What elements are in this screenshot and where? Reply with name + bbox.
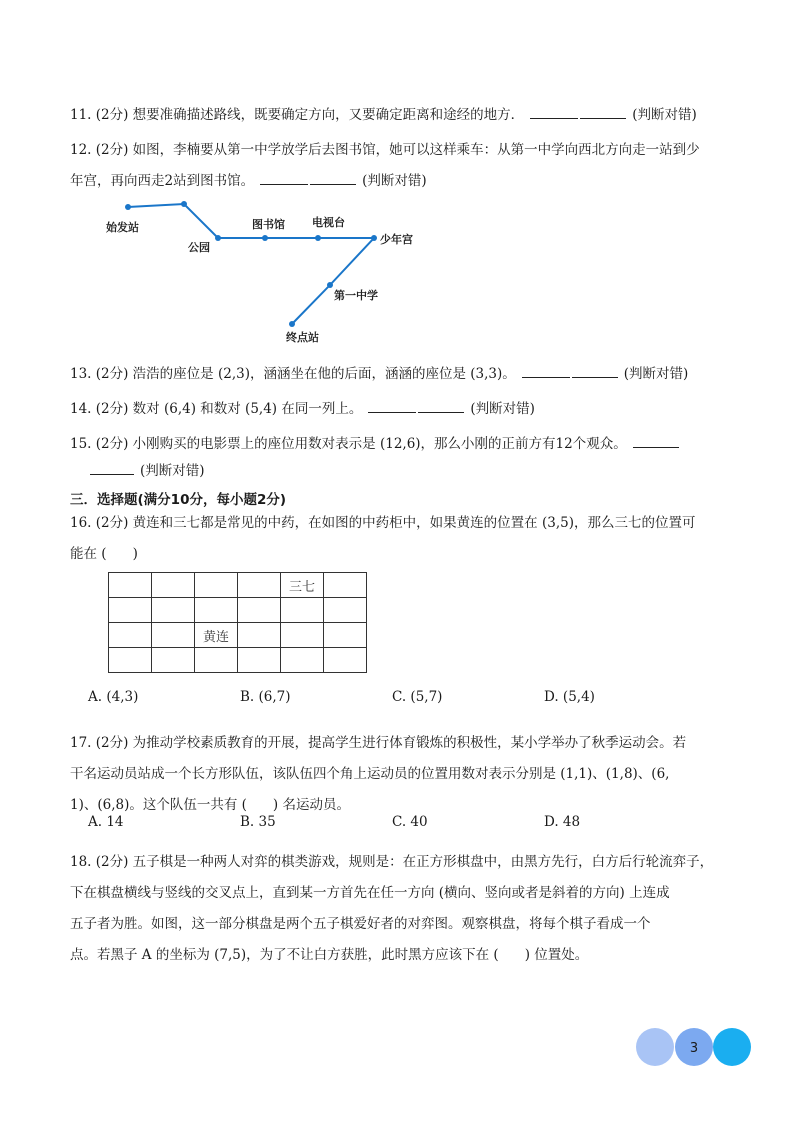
station-dot-bend bbox=[181, 201, 187, 207]
q16-line2-pre: 能在 ( bbox=[70, 546, 107, 562]
q17-option-d[interactable]: D. 48 bbox=[544, 814, 581, 830]
cabinet-cell bbox=[195, 598, 238, 623]
cabinet-cell bbox=[195, 648, 238, 673]
route-map bbox=[100, 196, 420, 346]
cabinet-cell bbox=[152, 623, 195, 648]
q18-line3: 五子者为胜。如图，这一部分棋盘是两个五子棋爱好者的对弈图。观察棋盘，将每个棋子看成一个 bbox=[70, 916, 651, 932]
q14-suffix: (判断对错) bbox=[470, 401, 535, 417]
cabinet-cell bbox=[324, 648, 367, 673]
cabinet-cell bbox=[238, 623, 281, 648]
station-label-youth-palace: 少年宫 bbox=[380, 233, 413, 246]
badge-circle-left bbox=[636, 1028, 674, 1066]
cabinet-cell bbox=[109, 598, 152, 623]
question-11 bbox=[70, 100, 730, 131]
station-dot-youth-palace bbox=[371, 235, 377, 241]
cabinet-cell bbox=[281, 598, 324, 623]
q11-answer-blank[interactable] bbox=[530, 104, 626, 119]
station-label-terminal: 终点站 bbox=[286, 331, 319, 344]
question-12 bbox=[70, 135, 730, 197]
cabinet-cell bbox=[152, 598, 195, 623]
q15-answer-blank-a[interactable] bbox=[633, 433, 679, 448]
q17-line3-post: ) 名运动员。 bbox=[272, 797, 350, 813]
q18-line4-pre: 点。若黑子 A 的坐标为 (7,5)，为了不让白方获胜，此时黑方应该下在 ( bbox=[70, 947, 499, 963]
q17-line1: 17. (2分) 为推动学校素质教育的开展，提高学生进行体育锻炼的积极性，某小学举办了秋季运动会。若 bbox=[70, 735, 687, 751]
cabinet-cell bbox=[324, 598, 367, 623]
page-number-badge bbox=[636, 1028, 752, 1066]
station-label-start: 始发站 bbox=[106, 221, 139, 234]
cabinet-cell bbox=[109, 623, 152, 648]
station-dot-start bbox=[125, 204, 131, 210]
page-number: 3 bbox=[689, 1041, 699, 1056]
cabinet-cell bbox=[238, 573, 281, 598]
question-15 bbox=[70, 429, 730, 487]
station-dot-library bbox=[262, 235, 268, 241]
cabinet-cell bbox=[324, 573, 367, 598]
cabinet-cell bbox=[152, 573, 195, 598]
q17-options bbox=[88, 814, 708, 830]
question-18 bbox=[70, 847, 730, 971]
q16-option-b[interactable]: B. (6,7) bbox=[240, 689, 291, 705]
q17-line3-pre: 1)、(6,8)。这个队伍一共有 ( bbox=[70, 797, 247, 813]
q16-line2-post: ) bbox=[132, 546, 138, 562]
badge-circle-right bbox=[713, 1028, 751, 1066]
q11-text: 11. (2分) 想要准确描述路线，既要确定方向，又要确定距离和途经的地方． bbox=[70, 107, 525, 123]
cabinet-cell bbox=[324, 623, 367, 648]
station-label-library: 图书馆 bbox=[252, 218, 285, 231]
q16-option-c[interactable]: C. (5,7) bbox=[392, 689, 443, 705]
station-dot-park bbox=[215, 235, 221, 241]
q17-option-c[interactable]: C. 40 bbox=[392, 814, 428, 830]
cabinet-cell bbox=[238, 648, 281, 673]
cabinet-cell-huanglian: 黄连 bbox=[195, 623, 238, 648]
q18-line2: 下在棋盘横线与竖线的交叉点上，直到某一方首先在任一方向 (横向、竖向或者是斜着的方向) 上连成 bbox=[70, 885, 670, 901]
station-dot-first-school bbox=[327, 282, 333, 288]
cabinet-cell bbox=[281, 623, 324, 648]
q12-line1: 12. (2分) 如图，李楠要从第一中学放学后去图书馆，她可以这样乘车：从第一中学向西北方向走一站到少 bbox=[70, 142, 700, 158]
medicine-cabinet-grid bbox=[108, 572, 367, 673]
q17-line2: 干名运动员站成一个长方形队伍，该队伍四个角上运动员的位置用数对表示分别是 (1,1)、(1,8)、(6, bbox=[70, 766, 670, 782]
question-13 bbox=[70, 359, 730, 390]
q12-line2: 年宫，再向西走2站到图书馆。 bbox=[70, 173, 255, 189]
question-17 bbox=[70, 728, 730, 821]
q17-option-a[interactable]: A. 14 bbox=[88, 814, 124, 830]
q13-answer-blank[interactable] bbox=[522, 363, 618, 378]
q18-line4-post: ) 位置处。 bbox=[524, 947, 589, 963]
q14-text: 14. (2分) 数对 (6,4) 和数对 (5,4) 在同一列上。 bbox=[70, 401, 363, 417]
q14-answer-blank[interactable] bbox=[368, 398, 464, 413]
q15-line1: 15. (2分) 小刚购买的电影票上的座位用数对表示是 (12,6)，那么小刚的正前方有12个观众。 bbox=[70, 436, 627, 452]
q16-option-d[interactable]: D. (5,4) bbox=[544, 689, 595, 705]
section-3-heading: 三．选择题(满分10分，每小题2分) bbox=[70, 492, 287, 508]
q17-option-b[interactable]: B. 35 bbox=[240, 814, 276, 830]
q16-options bbox=[88, 689, 708, 705]
q12-answer-blank[interactable] bbox=[260, 170, 356, 185]
q16-line1: 16. (2分) 黄连和三七都是常见的中药，在如图的中药柜中，如果黄连的位置在 (3,5)，那么三七的位置可 bbox=[70, 515, 696, 531]
q11-suffix: (判断对错) bbox=[632, 107, 697, 123]
cabinet-cell bbox=[152, 648, 195, 673]
q15-suffix: (判断对错) bbox=[140, 463, 205, 479]
q18-line1: 18. (2分) 五子棋是一种两人对弈的棋类游戏，规则是：在正方形棋盘中，由黑方先行，白方后行轮流弈子， bbox=[70, 854, 714, 870]
cabinet-cell bbox=[238, 598, 281, 623]
cabinet-cell bbox=[281, 648, 324, 673]
station-label-first-school: 第一中学 bbox=[334, 289, 378, 302]
cabinet-cell bbox=[109, 573, 152, 598]
question-14 bbox=[70, 394, 730, 425]
station-dot-terminal bbox=[289, 321, 295, 327]
q12-suffix: (判断对错) bbox=[362, 173, 427, 189]
question-16 bbox=[70, 508, 730, 570]
cabinet-cell-sanqi: 三七 bbox=[281, 573, 324, 598]
q15-answer-blank-b[interactable] bbox=[90, 460, 134, 475]
cabinet-cell bbox=[195, 573, 238, 598]
station-dot-tv bbox=[315, 235, 321, 241]
cabinet-cell bbox=[109, 648, 152, 673]
station-label-tv: 电视台 bbox=[312, 216, 345, 229]
q16-option-a[interactable]: A. (4,3) bbox=[88, 689, 139, 705]
q13-suffix: (判断对错) bbox=[623, 366, 689, 382]
station-label-park: 公园 bbox=[188, 241, 210, 254]
q13-text: 13. (2分) 浩浩的座位是 (2,3)，涵涵坐在他的后面，涵涵的座位是 (3,3)。 bbox=[70, 366, 516, 382]
